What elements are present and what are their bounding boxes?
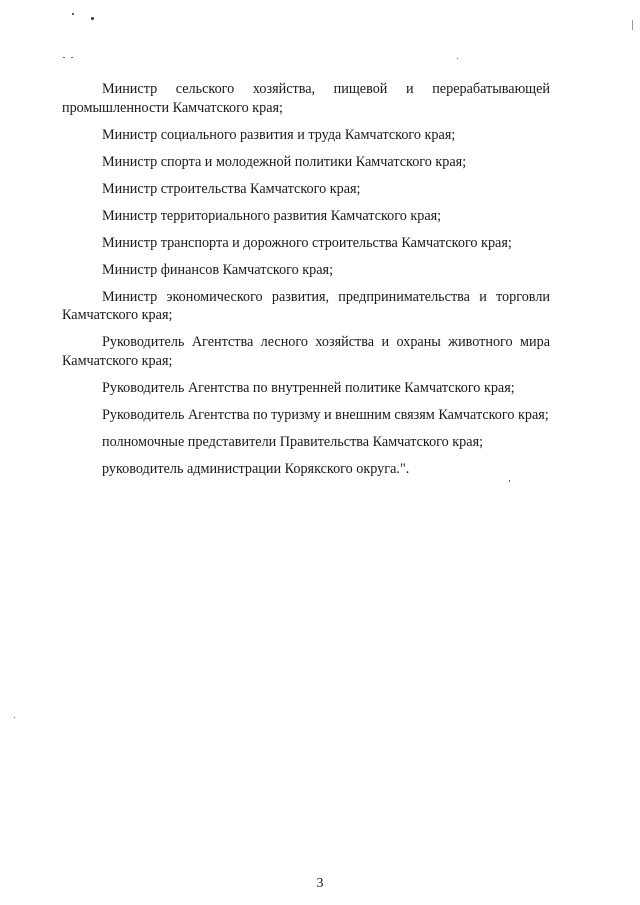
paragraph-minister-economic-development: Министр экономического развития, предпринимательства и торговли Камчатского края;: [62, 288, 550, 323]
scan-speck: [457, 58, 458, 59]
scan-speck: [632, 20, 633, 30]
scan-speck: [72, 13, 74, 15]
paragraph-minister-territorial-development: Министр территориального развития Камчатского края;: [102, 207, 442, 224]
scan-speck: [63, 57, 65, 58]
page-number: 3: [316, 876, 324, 891]
paragraph-government-representatives: полномочные представители Правительства Камчатского края;: [102, 433, 484, 450]
scan-speck: [71, 57, 73, 58]
document-body: [62, 80, 550, 487]
paragraph-minister-transport: Министр транспорта и дорожного строительства Камчатского края;: [102, 234, 512, 251]
paragraph-head-internal-policy-agency: Руководитель Агентства по внутренней политике Камчатского края;: [102, 379, 515, 396]
scan-speck: [14, 717, 15, 718]
paragraph-head-forestry-agency: Руководитель Агентства лесного хозяйства и охраны животного мира Камчатского края;: [62, 334, 550, 369]
paragraph-minister-sport: Министр спорта и молодежной политики Камчатского края;: [102, 153, 467, 170]
paragraph-koryak-district-head: руководитель администрации Корякского округа.".: [102, 460, 410, 477]
paragraph-minister-agriculture: Министр сельского хозяйства, пищевой и перерабатывающей промышленности Камчатского края;: [62, 81, 550, 116]
paragraph-minister-social-development: Министр социального развития и труда Камчатского края;: [102, 126, 456, 143]
paragraph-minister-finance: Министр финансов Камчатского края;: [102, 261, 334, 278]
scan-speck: [91, 17, 94, 20]
paragraph-minister-construction: Министр строительства Камчатского края;: [102, 180, 361, 197]
paragraph-head-tourism-agency: Руководитель Агентства по туризму и внешним связям Камчатского края;: [102, 406, 549, 423]
